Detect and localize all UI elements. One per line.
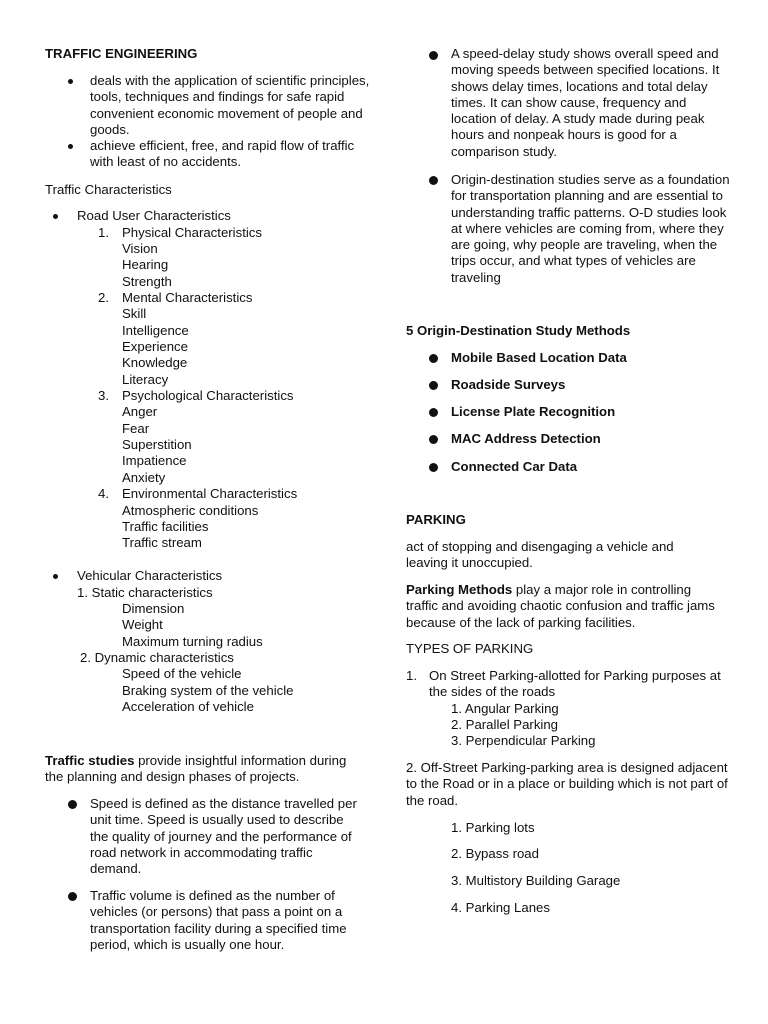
traffic-studies-text: provide insightful information during the planning and design phases of projects. — [45, 753, 347, 785]
od-method: Connected Car Data — [451, 459, 578, 474]
list-item: 4. Parking Lanes — [451, 900, 550, 915]
parking-methods-text: play a major role in controlling traffic and avoiding chaotic confusion and traffic jams because of the lack of parking facilities. — [406, 582, 715, 630]
list-item: Knowledge — [122, 355, 188, 370]
list-item: Anger — [122, 404, 158, 419]
list-item: Strength — [122, 274, 172, 289]
mental-characteristics: Mental Characteristics — [122, 290, 253, 305]
list-item: Acceleration of vehicle — [122, 699, 254, 714]
list-item: Hearing — [122, 257, 169, 272]
list-item: Maximum turning radius — [122, 634, 263, 649]
dynamic-characteristics: 2. Dynamic characteristics — [80, 650, 234, 665]
list-item: Traffic stream — [122, 535, 202, 550]
page-title: TRAFFIC ENGINEERING — [45, 46, 198, 61]
list-item: 2. Parallel Parking — [451, 717, 559, 732]
list-item: Speed of the vehicle — [122, 666, 242, 681]
list-item: 1. Parking lots — [451, 820, 535, 835]
types-of-parking-heading: TYPES OF PARKING — [406, 641, 534, 656]
list-item: 1. Angular Parking — [451, 701, 559, 716]
physical-characteristics: Physical Characteristics — [122, 225, 262, 240]
list-item: Literacy — [122, 372, 169, 387]
bullet-icon — [429, 381, 438, 390]
od-method: Roadside Surveys — [451, 377, 566, 392]
parking-heading: PARKING — [406, 512, 466, 527]
environmental-characteristics: Environmental Characteristics — [122, 486, 298, 501]
list-item: Braking system of the vehicle — [122, 683, 294, 698]
list-item: Experience — [122, 339, 188, 354]
on-street-parking: On Street Parking-allotted for Parking purposes at the sides of the roads — [429, 668, 721, 700]
list-item: Anxiety — [122, 470, 166, 485]
origin-destination-bullet: Origin-destination studies serve as a foundation for transportation planning and are essential to understanding traffic patterns. O-D studies look at where vehicles are coming from, where they are going, why people are traveling, when the trips occur, and what types of vehicles are traveling — [451, 172, 730, 285]
list-item: Traffic facilities — [122, 519, 209, 534]
intro-bullet-1: deals with the application of scientific principles, tools, techniques and findings for safe rapid convenient economic movement of people and goods. — [90, 73, 370, 137]
list-item: Fear — [122, 421, 150, 436]
traffic-studies-paragraph — [45, 753, 365, 786]
vehicular-heading: Vehicular Characteristics — [77, 568, 223, 583]
volume-bullet: Traffic volume is defined as the number of vehicles (or persons) that pass a point on a transportation facility during a specified time period, which is usually one hour. — [90, 888, 347, 952]
od-method: MAC Address Detection — [451, 431, 601, 446]
traffic-characteristics-heading: Traffic Characteristics — [45, 182, 172, 197]
group-number: 3. — [98, 388, 109, 403]
bullet-icon — [429, 51, 438, 60]
parking-definition: act of stopping and disengaging a vehicle and leaving it unoccupied. — [406, 539, 674, 571]
bullet-icon — [68, 892, 77, 901]
speed-bullet: Speed is defined as the distance travelled per unit time. Speed is usually used to describe the quality of journey and the performance of road network in accommodating traffic demand. — [90, 796, 357, 877]
on-street-number: 1. — [406, 668, 417, 683]
list-item: Dimension — [122, 601, 185, 616]
od-method: License Plate Recognition — [451, 404, 616, 419]
parking-methods-label: Parking Methods — [406, 582, 513, 597]
parking-methods-paragraph — [406, 582, 726, 631]
bullet-icon — [429, 354, 438, 363]
off-street-parking: 2. Off-Street Parking-parking area is designed adjacent to the Road or in a place or building which is not part of the road. — [406, 760, 728, 808]
bullet-icon — [68, 800, 77, 809]
list-item: Skill — [122, 306, 147, 321]
speed-delay-bullet: A speed-delay study shows overall speed and moving speeds between specified locations. It shows delay times, locations and total delay times. It can show cause, frequency and location of delay. A study made during peak hours and nonpeak hours is good for a comparison study. — [451, 46, 720, 159]
traffic-studies-label: Traffic studies — [45, 753, 135, 768]
bullet-icon — [429, 435, 438, 444]
bullet-icon — [429, 176, 438, 185]
bullet-icon — [68, 79, 73, 84]
intro-bullet-2: achieve efficient, free, and rapid flow of traffic with least of no accidents. — [90, 138, 355, 170]
list-item: 3. Perpendicular Parking — [451, 733, 596, 748]
list-item: 2. Bypass road — [451, 846, 539, 861]
list-item: 3. Multistory Building Garage — [451, 873, 621, 888]
od-methods-heading: 5 Origin-Destination Study Methods — [406, 323, 631, 338]
group-number: 1. — [98, 225, 109, 240]
list-item: Vision — [122, 241, 158, 256]
group-number: 2. — [98, 290, 109, 305]
list-item: Weight — [122, 617, 163, 632]
bullet-icon — [429, 463, 438, 472]
list-item: Superstition — [122, 437, 192, 452]
od-method: Mobile Based Location Data — [451, 350, 627, 365]
bullet-icon — [53, 214, 58, 219]
bullet-icon — [53, 574, 58, 579]
bullet-icon — [68, 144, 73, 149]
group-number: 4. — [98, 486, 109, 501]
bullet-icon — [429, 408, 438, 417]
static-characteristics: 1. Static characteristics — [77, 585, 213, 600]
list-item: Atmospheric conditions — [122, 503, 259, 518]
road-user-heading: Road User Characteristics — [77, 208, 231, 223]
psychological-characteristics: Psychological Characteristics — [122, 388, 294, 403]
list-item: Intelligence — [122, 323, 189, 338]
list-item: Impatience — [122, 453, 187, 468]
